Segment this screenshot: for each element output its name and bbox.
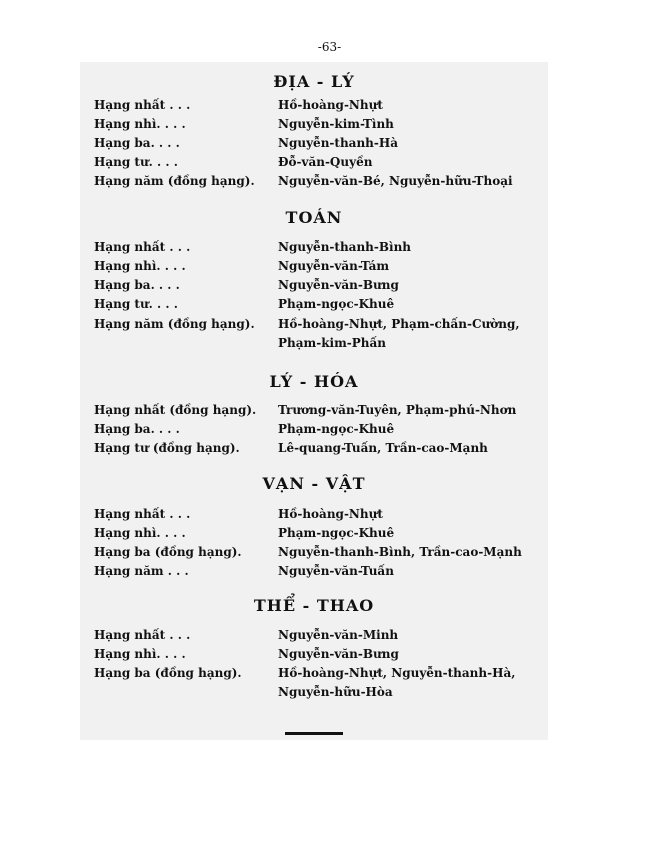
rank-label: Hạng ba (đồng hạng). [94, 666, 242, 680]
rank-label: Hạng nhì. . . . [94, 117, 186, 131]
rank-label: Hạng ba (đồng hạng). [94, 545, 242, 559]
section-the-thao [80, 596, 548, 615]
section-title: ĐỊA - LÝ [273, 72, 355, 91]
student-name: Phạm-ngọc-Khuê [278, 422, 395, 436]
student-name: Nguyễn-văn-Tám [278, 259, 390, 273]
scanned-results-page [80, 62, 548, 740]
student-name: Hồ-hoàng-Nhựt, Phạm-chấn-Cường, [278, 317, 520, 331]
rank-label: Hạng nhì. . . . [94, 647, 186, 661]
student-name: Hồ-hoàng-Nhựt [278, 98, 383, 112]
rank-label: Hạng năm . . . [94, 564, 189, 578]
student-name: Hồ-hoàng-Nhựt, Nguyễn-thanh-Hà, [278, 666, 516, 680]
student-name: Nguyễn-thanh-Bình, Trần-cao-Mạnh [278, 545, 522, 559]
student-name: Nguyễn-kim-Tình [278, 117, 394, 131]
student-name: Đỗ-văn-Quyền [278, 155, 373, 169]
student-name: Nguyễn-văn-Minh [278, 628, 399, 642]
closing-divider [285, 732, 343, 735]
rank-label: Hạng ba. . . . [94, 422, 180, 436]
student-name: Phạm-ngọc-Khuê [278, 297, 395, 311]
rank-label: Hạng ba. . . . [94, 278, 180, 292]
rank-label: Hạng tư. . . . [94, 297, 178, 311]
rank-label: Hạng nhì. . . . [94, 526, 186, 540]
rank-label: Hạng nhất . . . [94, 507, 191, 521]
section-toan [80, 208, 548, 227]
student-name: Nguyễn-hữu-Hòa [278, 685, 393, 699]
student-name: Hồ-hoàng-Nhựt [278, 507, 383, 521]
student-name: Nguyễn-thanh-Hà [278, 136, 398, 150]
student-name: Lê-quang-Tuấn, Trần-cao-Mạnh [278, 441, 488, 455]
page-number: -63- [317, 40, 342, 54]
student-name: Phạm-kim-Phấn [278, 336, 386, 350]
rank-label: Hạng nhất (đồng hạng). [94, 403, 257, 417]
rank-label: Hạng nhất . . . [94, 628, 191, 642]
rank-label: Hạng nhất . . . [94, 240, 191, 254]
student-name: Nguyễn-văn-Bưng [278, 647, 399, 661]
section-dia-ly [80, 72, 548, 91]
rank-label: Hạng nhất . . . [94, 98, 191, 112]
section-title: LÝ - HÓA [269, 372, 359, 391]
section-ly-hoa [80, 372, 548, 391]
student-name: Nguyễn-văn-Tuấn [278, 564, 394, 578]
rank-label: Hạng tư (đồng hạng). [94, 441, 240, 455]
rank-label: Hạng năm (đồng hạng). [94, 317, 255, 331]
student-name: Trương-văn-Tuyên, Phạm-phú-Nhơn [278, 403, 517, 417]
section-van-vat [80, 474, 548, 493]
student-name: Nguyễn-văn-Bé, Nguyễn-hữu-Thoại [278, 174, 513, 188]
section-title: TOÁN [285, 208, 343, 227]
section-title: THỂ - THAO [253, 596, 375, 615]
rank-label: Hạng năm (đồng hạng). [94, 174, 255, 188]
section-title: VẠN - VẬT [262, 474, 366, 493]
student-name: Phạm-ngọc-Khuê [278, 526, 395, 540]
student-name: Nguyễn-văn-Bưng [278, 278, 399, 292]
rank-label: Hạng nhì. . . . [94, 259, 186, 273]
rank-label: Hạng tư. . . . [94, 155, 178, 169]
student-name: Nguyễn-thanh-Bình [278, 240, 412, 254]
rank-label: Hạng ba. . . . [94, 136, 180, 150]
